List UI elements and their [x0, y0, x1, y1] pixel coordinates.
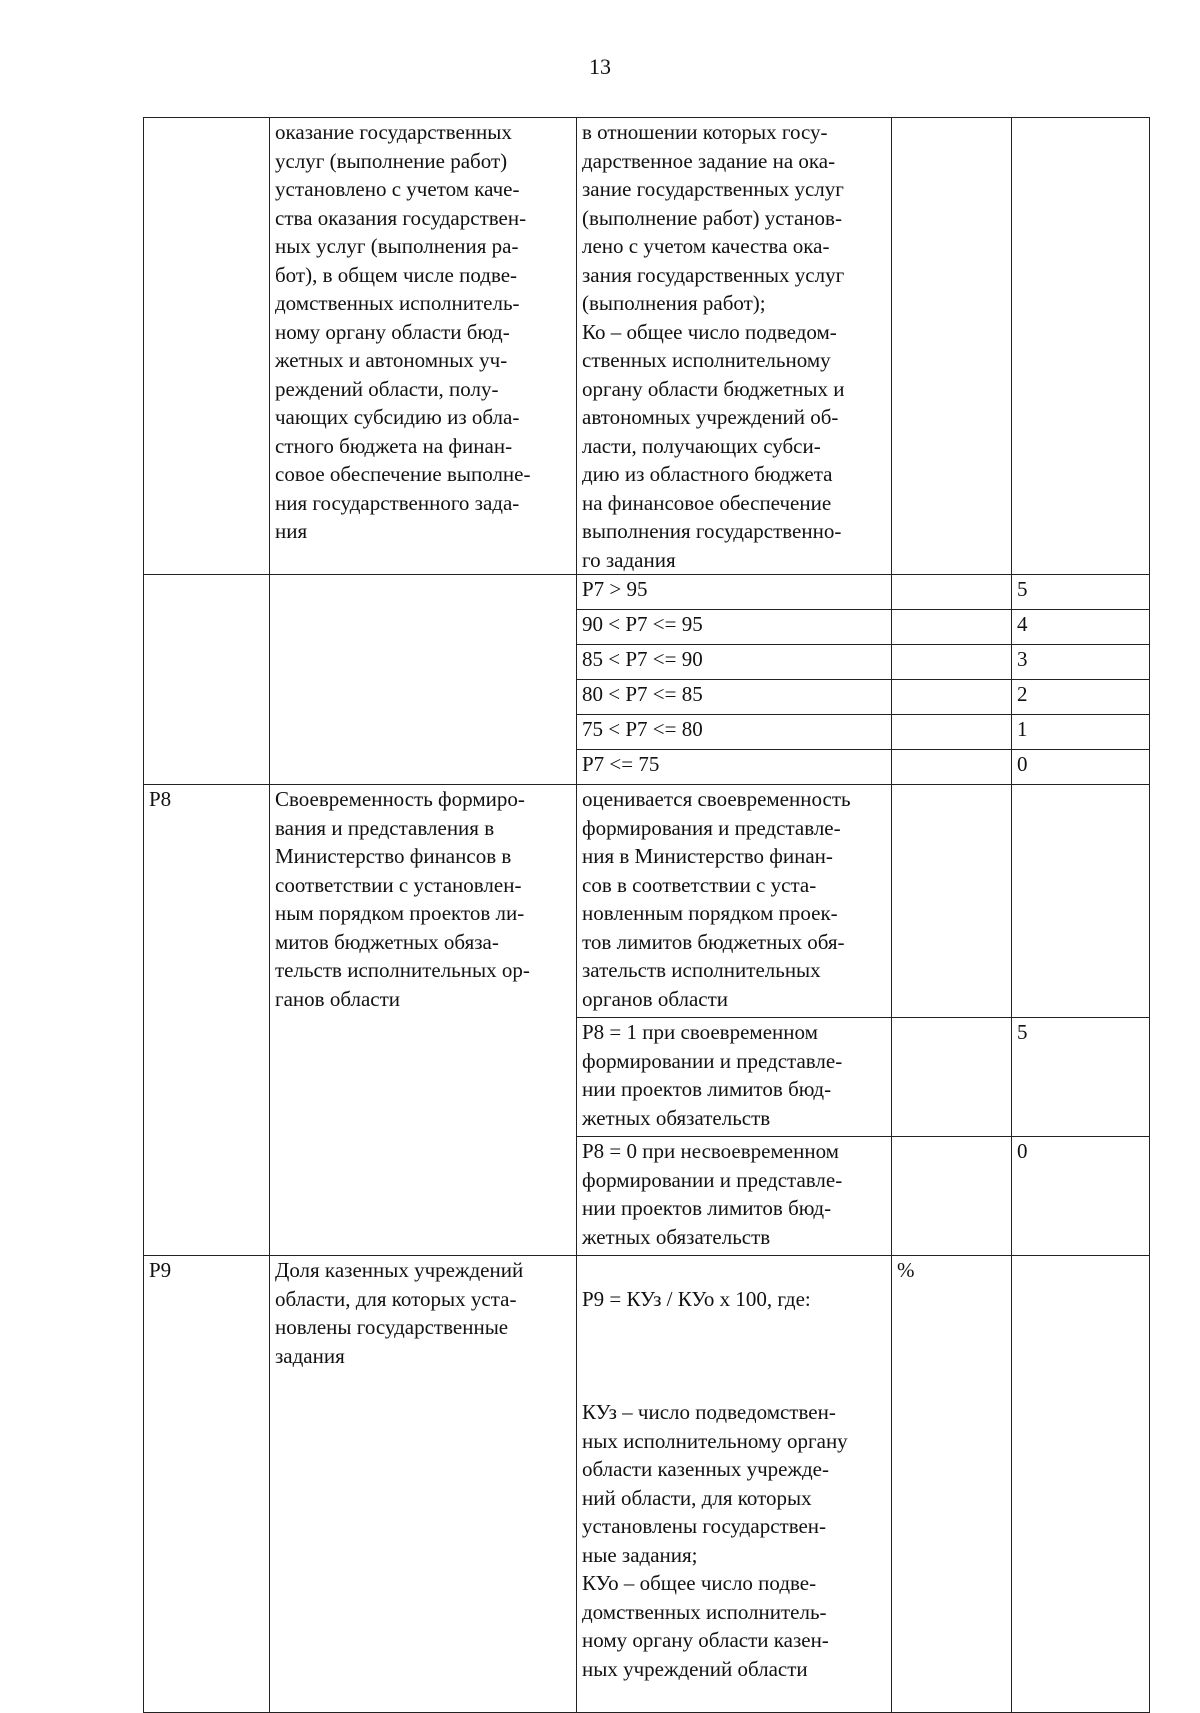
formula-definitions: КУз – число подведомствен- ных исполнительному органу области казенных учрежде- ний области, для которых установлены государствен- ные задания; КУо – общее число подве- домственных исполнитель- ному органу области казен- ных учреждений области — [582, 1400, 848, 1681]
score-cell — [1012, 785, 1150, 1018]
table-row — [144, 575, 1150, 610]
score-cell: 0 — [1012, 1137, 1150, 1256]
indicator-code-cell — [144, 575, 270, 785]
table-row — [144, 785, 1150, 1018]
scale-condition-cell: 80 < P7 <= 85 — [577, 680, 892, 715]
unit-cell — [892, 750, 1012, 785]
unit-cell — [892, 715, 1012, 750]
score-cell: 5 — [1012, 1018, 1150, 1137]
indicator-code-cell: P8 — [144, 785, 270, 1256]
indicator-name-cell: Доля казенных учреждений области, для которых уста- новлены государственные задания — [270, 1256, 577, 1713]
unit-cell — [892, 1018, 1012, 1137]
formula-text: P9 = КУз / КУо х 100, где: — [582, 1286, 811, 1311]
page-number: 13 — [589, 54, 611, 79]
unit-cell: % — [892, 1256, 1012, 1713]
indicator-name-cell — [270, 575, 577, 785]
unit-cell — [892, 610, 1012, 645]
table-row — [144, 1256, 1150, 1713]
score-cell: 1 — [1012, 715, 1150, 750]
calculation-method-cell — [577, 1256, 892, 1713]
unit-cell — [892, 680, 1012, 715]
score-cell: 0 — [1012, 750, 1150, 785]
unit-cell — [892, 118, 1012, 575]
scale-condition-cell: P8 = 1 при своевременном формировании и представле- нии проектов лимитов бюд- жетных обязательств — [577, 1018, 892, 1137]
indicator-name-cell: оказание государственных услуг (выполнение работ) установлено с учетом каче- ства оказания государствен- ных услуг (выполнения ра- бот), в общем числе подве- домственных исполнитель- ному органу области бюд- жетных и автономных уч- реждений области, полу- чающих субсидию из обла- стного бюджета на финан- совое обеспечение выполне- ния государственного зада- ния — [270, 118, 577, 575]
calculation-method-cell: в отношении которых госу- дарственное задание на ока- зание государственных услуг (выполнение работ) установ- лено с учетом качества ока- зания государственных услуг (выполнения работ); Ко – общее число подведом- ственных исполнительному органу области бюджетных и автономных учреждений об- ласти, получающих субси- дию из областного бюджета на финансовое обеспечение выполнения государственно- го задания — [577, 118, 892, 575]
scale-condition-cell: P7 <= 75 — [577, 750, 892, 785]
scale-condition-cell: P7 > 95 — [577, 575, 892, 610]
spacer — [582, 1342, 888, 1370]
scale-condition-cell: 90 < P7 <= 95 — [577, 610, 892, 645]
indicators-table — [143, 117, 1150, 1713]
unit-cell — [892, 785, 1012, 1018]
score-cell: 5 — [1012, 575, 1150, 610]
score-cell: 3 — [1012, 645, 1150, 680]
indicator-code-cell: P9 — [144, 1256, 270, 1713]
unit-cell — [892, 645, 1012, 680]
score-cell: 4 — [1012, 610, 1150, 645]
unit-cell — [892, 575, 1012, 610]
indicator-name-cell: Своевременность формиро- вания и представления в Министерство финансов в соответствии с установлен- ным порядком проектов ли- митов бюджетных обяза- тельств исполнительных ор- ганов области — [270, 785, 577, 1256]
table-row — [144, 118, 1150, 575]
unit-cell — [892, 1137, 1012, 1256]
score-cell: 2 — [1012, 680, 1150, 715]
indicator-code-cell — [144, 118, 270, 575]
calculation-method-cell: оценивается своевременность формирования и представле- ния в Министерство финан- сов в соответствии с уста- новленным порядком проек- тов лимитов бюджетных обя- зательств исполнительных органов области — [577, 785, 892, 1018]
score-cell — [1012, 1256, 1150, 1713]
scale-condition-cell: 85 < P7 <= 90 — [577, 645, 892, 680]
scale-condition-cell: 75 < P7 <= 80 — [577, 715, 892, 750]
score-cell — [1012, 118, 1150, 575]
scale-condition-cell: P8 = 0 при несвоевременном формировании и представле- нии проектов лимитов бюд- жетных обязательств — [577, 1137, 892, 1256]
